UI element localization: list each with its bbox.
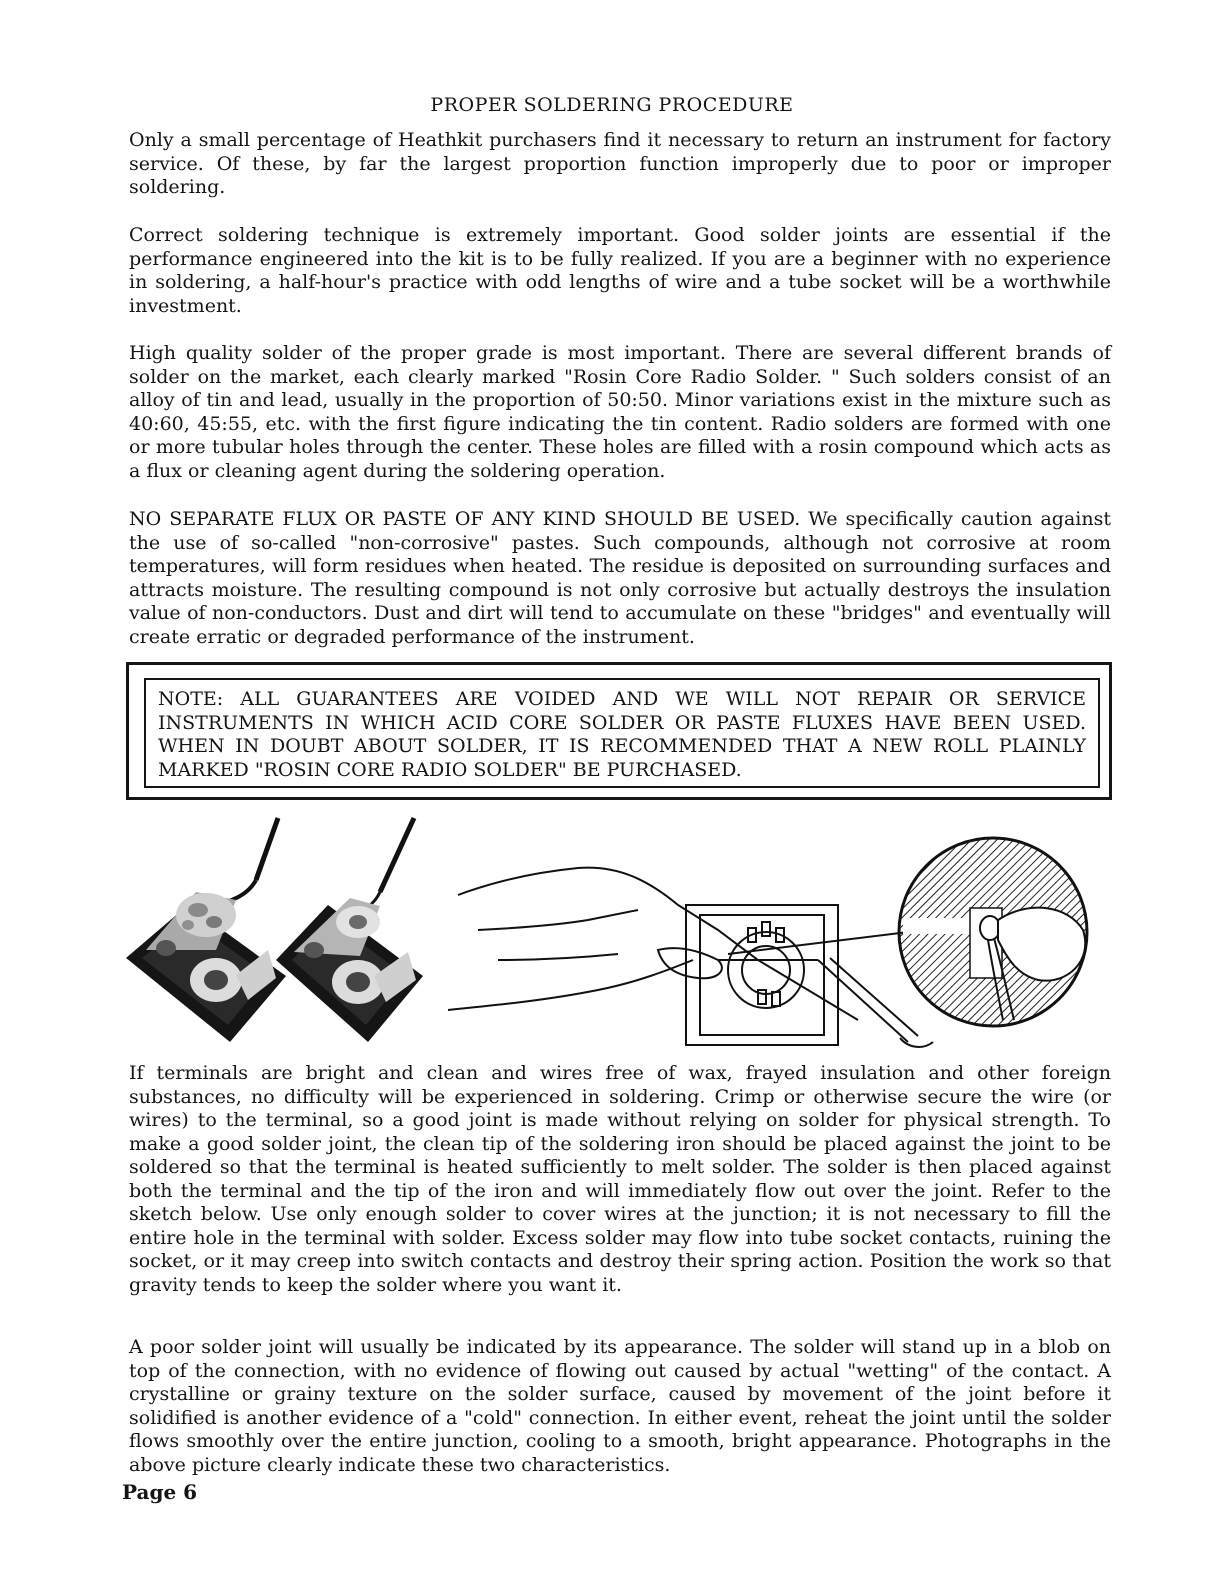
note-text: NOTE: ALL GUARANTEES ARE VOIDED AND WE WILL NOT REPAIR OR SERVICE INSTRUMENTS IN WHICH ACID CORE SOLDER OR PASTE FLUXES HAVE BEEN USED. WHEN IN DOUBT ABOUT SOLDER, IT IS RECOMMENDED THAT A NEW ROLL PLAINLY MARKED "ROSIN CORE RADIO SOLDER" BE PURCHASED. — [158, 688, 1086, 781]
paragraph-intro: Only a small percentage of Heathkit purchasers find it necessary to return an instrument for factory service. Of these, by far the largest proportion function improperly due to poor or improper soldering. — [129, 129, 1111, 198]
page-number: Page 6 — [122, 1480, 198, 1504]
page-title: PROPER SOLDERING PROCEDURE — [430, 94, 794, 116]
hand-soldering-drawing — [448, 868, 933, 1047]
paragraph-making-joint: If terminals are bright and clean and wires free of wax, frayed insulation and other foreign substances, no difficulty will be experienced in soldering. Crimp or otherwise secure the wire (or wires) to the terminal, so a good joint is made without relying on solder for physical strength. To make a good solder joint, the clean tip of the soldering iron should be placed against the joint to be soldered so that the terminal is heated sufficiently to melt solder. The solder is then placed against both the terminal and the tip of the iron and will immediately flow out over the joint. Refer to the sketch below. Use only enough solder to cover wires at the junction; it is not necessary to fill the entire hole in the terminal with solder. Excess solder may flow into tube socket contacts, ruining the socket, or it may creep into switch contacts and destroy their spring action. Position the work so that gravity tends to keep the solder where you want it. — [129, 1062, 1111, 1296]
poor-joint-photo — [126, 818, 286, 1042]
note-box — [144, 678, 1100, 788]
good-joint-photo — [276, 818, 423, 1042]
magnified-joint-detail — [899, 838, 1087, 1026]
paragraph-solder-grade: High quality solder of the proper grade is most important. There are several different brands of solder on the market, each clearly marked "Rosin Core Radio Solder. " Such solders consist of an alloy of tin and lead, usually in the proportion of 50:50. Minor variations exist in the mixture such as 40:60, 45:55, etc. with the first figure indicating the tin content. Radio solders are formed with one or more tubular holes through the center. These holes are filled with a rosin compound which acts as a flux or cleaning agent during the soldering operation. — [129, 342, 1111, 482]
paragraph-poor-joint: A poor solder joint will usually be indicated by its appearance. The solder will stand up in a blob on top of the connection, with no evidence of flowing out caused by actual "wetting" of the contact. A crystalline or grainy texture on the solder surface, caused by movement of the joint before it solidified is another evidence of a "cold" connection. In either event, reheat the joint until the solder flows smoothly over the entire junction, cooling to a smooth, bright appearance. Photographs in the above picture clearly indicate these two characteristics. — [129, 1336, 1111, 1476]
paragraph-technique: Correct soldering technique is extremely important. Good solder joints are essential if the performance engineered into the kit is to be fully realized. If you are a beginner with no experience in soldering, a half-hour's practice with odd lengths of wire and a tube socket will be a worthwhile investment. — [129, 224, 1111, 317]
soldering-illustration — [118, 810, 1118, 1055]
paragraph-no-flux: NO SEPARATE FLUX OR PASTE OF ANY KIND SHOULD BE USED. We specifically caution against the use of so-called "non-corrosive" pastes. Such compounds, although not corrosive at room temperatures, will form residues when heated. The residue is deposited on surrounding surfaces and attracts moisture. The resulting compound is not only corrosive but actually destroys the insulation value of non-conductors. Dust and dirt will tend to accumulate on these "bridges" and eventually will create erratic or degraded performance of the instrument. — [129, 508, 1111, 648]
